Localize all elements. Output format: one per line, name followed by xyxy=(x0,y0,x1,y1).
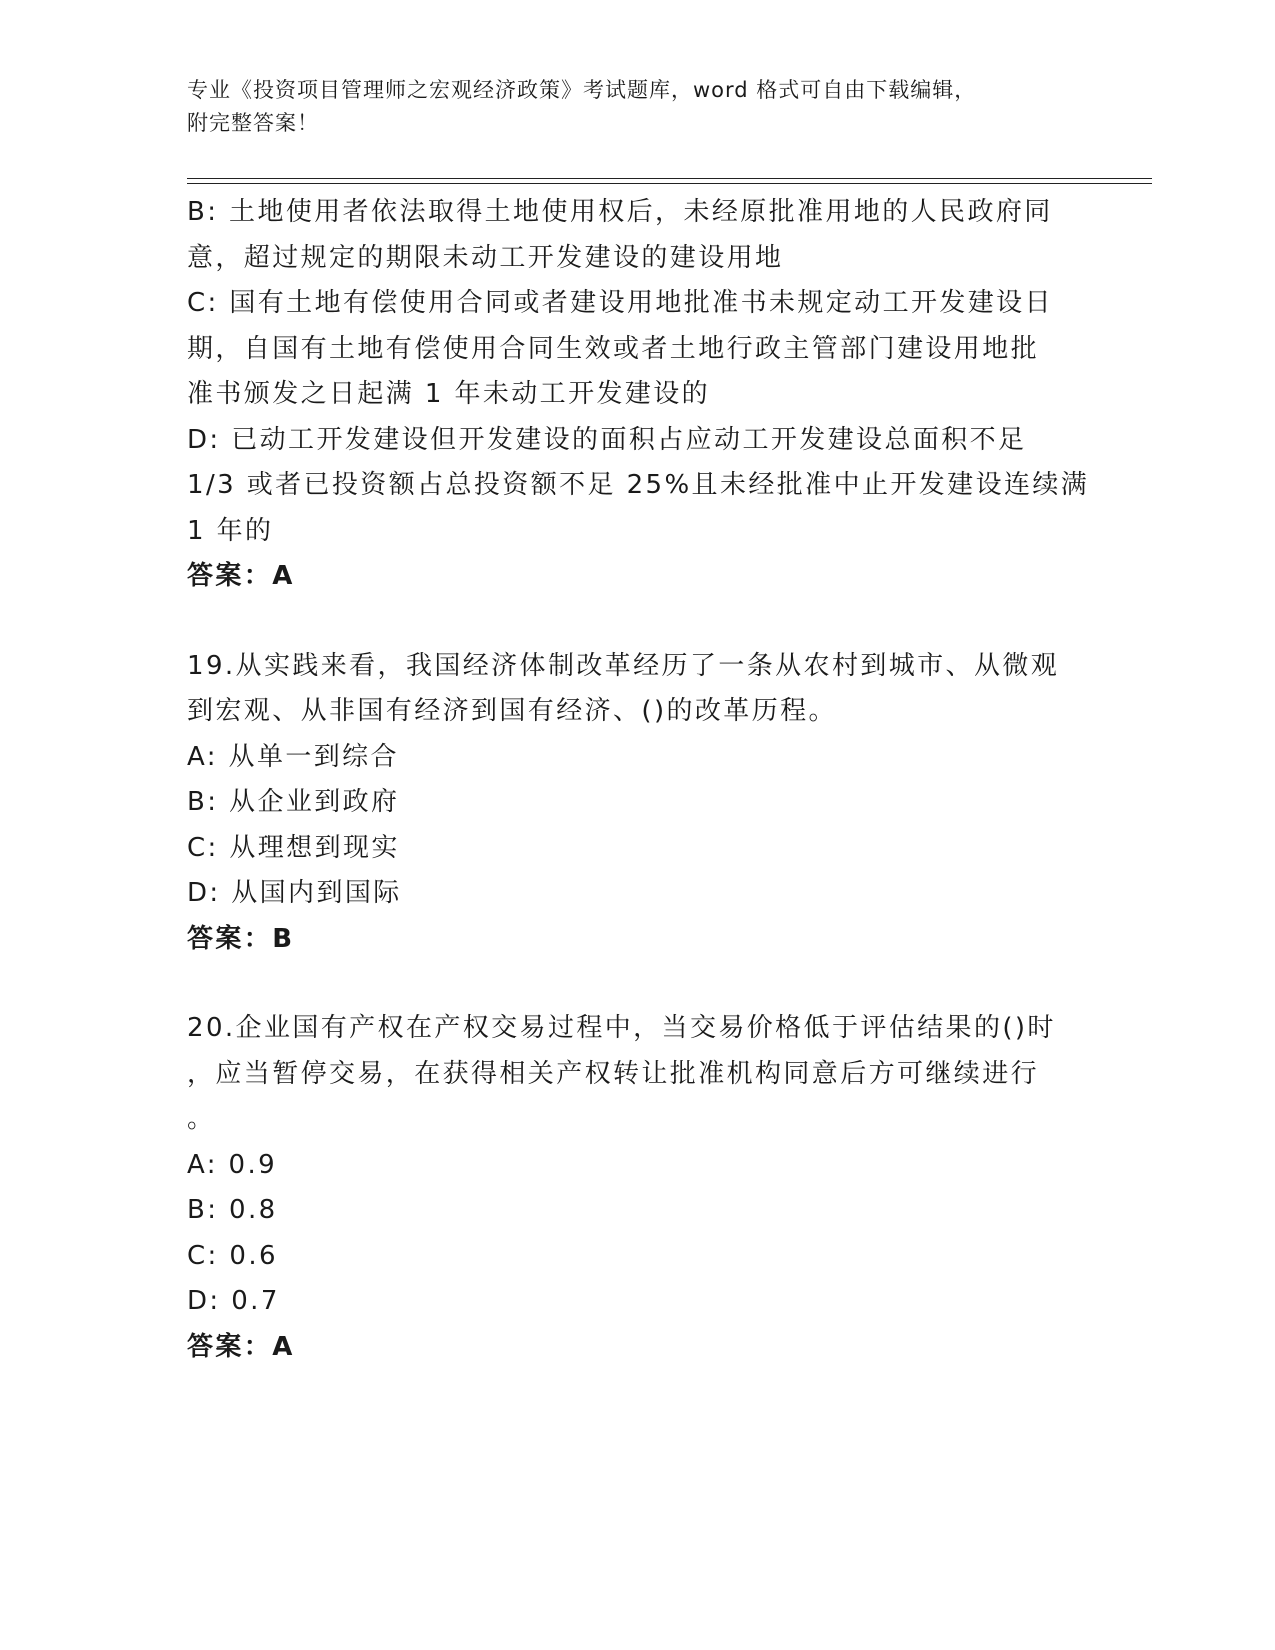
stem-line: 20.企业国有产权在产权交易过程中，当交易价格低于评估结果的()时 xyxy=(187,1013,1056,1043)
question-20-answer: 答案：A xyxy=(187,1331,295,1362)
question-content xyxy=(187,190,1090,1370)
question-19-option-d: D: 从国内到国际 xyxy=(187,878,402,908)
question-20-option-c: C: 0.6 xyxy=(187,1240,278,1271)
question-18-option-b xyxy=(187,190,1072,281)
header-note-line-1: 专业《投资项目管理师之宏观经济政策》考试题库，word 格式可自由下载编辑， xyxy=(187,78,977,102)
question-18-option-c xyxy=(187,281,1072,418)
stem-line: 19.从实践来看，我国经济体制改革经历了一条从农村到城市、从微观 xyxy=(187,650,1060,681)
option-line: 期，自国有土地有偿使用合同生效或者土地行政主管部门建设用地批 xyxy=(187,333,1040,364)
option-line: 意，超过规定的期限未动工开发建设的建设用地 xyxy=(187,242,784,273)
option-line: 1 年的 xyxy=(187,515,274,546)
spacer xyxy=(187,600,1072,644)
stem-line: 到宏观、从非国有经济到国有经济、()的改革历程。 xyxy=(187,696,837,726)
question-20-option-a: A: 0.9 xyxy=(187,1149,278,1180)
option-line: C: 国有土地有偿使用合同或者建设用地批准书未规定动工开发建设日 xyxy=(187,288,1053,318)
question-19-option-a: A: 从单一到综合 xyxy=(187,741,399,772)
header-divider-bottom xyxy=(187,183,1152,184)
option-line: B: 土地使用者依法取得土地使用权后，未经原批准用地的人民政府同 xyxy=(187,197,1053,227)
question-18-answer: 答案：A xyxy=(187,561,295,591)
header-note xyxy=(187,74,1067,140)
header-divider-top xyxy=(187,178,1152,179)
stem-line: 。 xyxy=(187,1104,216,1134)
option-line: D: 已动工开发建设但开发建设的面积占应动工开发建设总面积不足 xyxy=(187,424,1027,455)
header-note-line-2: 附完整答案！ xyxy=(187,111,319,135)
stem-line: ，应当暂停交易，在获得相关产权转让批准机构同意后方可继续进行 xyxy=(187,1058,1040,1089)
option-line: 准书颁发之日起满 1 年未动工开发建设的 xyxy=(187,379,711,409)
question-20-option-b: B: 0.8 xyxy=(187,1195,278,1225)
question-20-stem xyxy=(187,1006,1072,1143)
question-19-answer: 答案：B xyxy=(187,923,295,954)
question-19-option-c: C: 从理想到现实 xyxy=(187,832,400,863)
spacer xyxy=(187,962,1072,1006)
option-line: 1/3 或者已投资额占总投资额不足 25%且未经批准中止开发建设连续满 xyxy=(187,470,1090,500)
question-18-option-d xyxy=(187,418,1090,555)
question-20-option-d: D: 0.7 xyxy=(187,1286,280,1316)
question-19-stem xyxy=(187,644,1072,735)
question-19-option-b: B: 从企业到政府 xyxy=(187,787,400,817)
